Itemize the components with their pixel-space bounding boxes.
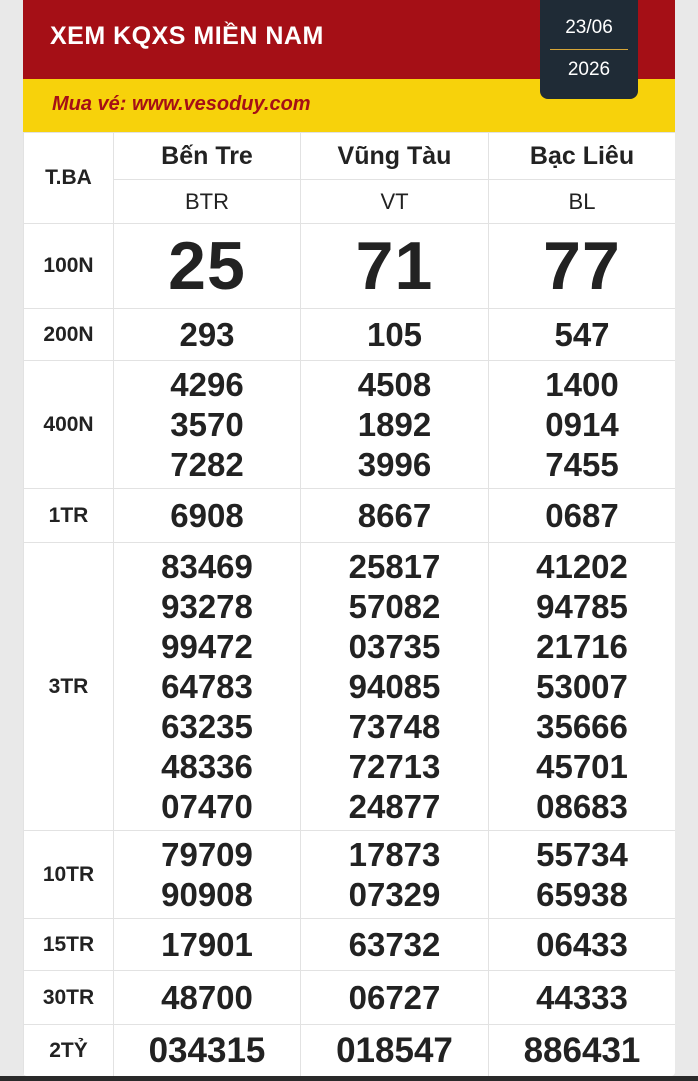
prize-number: 94785 [536, 587, 628, 625]
prize-number: 73748 [348, 707, 441, 745]
prize-number: 99472 [161, 627, 253, 665]
prize-number: 3996 [357, 445, 432, 483]
prize-label: 100N [24, 224, 114, 309]
prize-number: 8667 [301, 489, 489, 543]
prize-row-special [24, 1025, 676, 1077]
prize-number: 35666 [536, 707, 628, 745]
draw-date-day-month: 23/06 [565, 17, 613, 38]
prize-number: 77 [489, 224, 676, 309]
prize-number: 65938 [536, 875, 628, 913]
prize-number: 83469 [161, 547, 253, 585]
prize-number: 45701 [536, 747, 628, 785]
prize-number: 7455 [545, 445, 619, 483]
prize-number: 64783 [161, 667, 253, 705]
prize-number: 48336 [161, 747, 253, 785]
draw-date-badge [540, 0, 638, 99]
prize-number: 3570 [170, 405, 244, 443]
prize-row-400n [24, 361, 676, 489]
lottery-results-card [23, 0, 675, 1076]
date-divider [550, 49, 628, 50]
prize-label: 2TỶ [24, 1025, 114, 1077]
prize-number: 08683 [536, 787, 628, 825]
prize-row-100n [24, 224, 676, 309]
province-name: Bạc Liêu [489, 133, 676, 180]
prize-number: 21716 [536, 627, 628, 665]
prize-number: 547 [489, 309, 676, 361]
prize-number: 4296 [170, 365, 244, 403]
prize-number: 17901 [114, 919, 301, 971]
prize-row-200n [24, 309, 676, 361]
prize-number: 41202 [536, 547, 628, 585]
prize-number: 57082 [348, 587, 441, 625]
prize-number: 63732 [301, 919, 489, 971]
prize-number: 53007 [536, 667, 628, 705]
prize-number: 25817 [348, 547, 441, 585]
prize-number-group [489, 831, 676, 919]
prize-label: 15TR [24, 919, 114, 971]
page-title: XEM KQXS MIỀN NAM [50, 22, 324, 50]
prize-number: 55734 [536, 835, 628, 873]
prize-number-group [114, 831, 301, 919]
prize-number: 71 [301, 224, 489, 309]
prize-number: 48700 [114, 971, 301, 1025]
prize-number: 90908 [161, 875, 253, 913]
province-name-row [24, 133, 676, 180]
prize-number: 07329 [348, 875, 441, 913]
prize-number-group [489, 543, 676, 831]
prize-number: 03735 [348, 627, 441, 665]
prize-row-15tr [24, 919, 676, 971]
prize-row-30tr [24, 971, 676, 1025]
prize-number: 79709 [161, 835, 253, 873]
prize-number: 06433 [489, 919, 676, 971]
results-table [23, 132, 675, 1076]
prize-number-group [114, 543, 301, 831]
prize-number-group [114, 361, 301, 489]
prize-number: 0687 [489, 489, 676, 543]
prize-number: 7282 [170, 445, 244, 483]
prize-row-10tr [24, 831, 676, 919]
prize-number: 93278 [161, 587, 253, 625]
buy-ticket-link[interactable]: Mua vé: www.vesoduy.com [52, 93, 311, 115]
prize-number: 6908 [114, 489, 301, 543]
province-code: BTR [114, 180, 301, 224]
province-code: BL [489, 180, 676, 224]
prize-number: 94085 [348, 667, 441, 705]
prize-number: 25 [114, 224, 301, 309]
prize-number: 63235 [161, 707, 253, 745]
prize-number: 24877 [348, 787, 441, 825]
prize-number-group [301, 831, 489, 919]
draw-date-year: 2026 [567, 59, 611, 80]
prize-label: 200N [24, 309, 114, 361]
special-prize-number: 886431 [489, 1025, 676, 1077]
province-code-row [24, 180, 676, 224]
prize-row-3tr [24, 543, 676, 831]
prize-label: 30TR [24, 971, 114, 1025]
province-code: VT [301, 180, 489, 224]
prize-number: 07470 [161, 787, 253, 825]
prize-number-group [489, 361, 676, 489]
prize-number: 44333 [489, 971, 676, 1025]
special-prize-number: 034315 [114, 1025, 301, 1077]
province-name: Vũng Tàu [301, 133, 489, 180]
prize-number-group [301, 543, 489, 831]
province-name: Bến Tre [114, 133, 301, 180]
prize-row-1tr [24, 489, 676, 543]
prize-number: 72713 [348, 747, 441, 785]
prize-label: 400N [24, 361, 114, 489]
bottom-edge-bar [0, 1076, 698, 1081]
prize-number: 4508 [357, 365, 432, 403]
prize-number-group [301, 361, 489, 489]
prize-label: 10TR [24, 831, 114, 919]
special-prize-number: 018547 [301, 1025, 489, 1077]
prize-label: 3TR [24, 543, 114, 831]
prize-label: 1TR [24, 489, 114, 543]
prize-number: 1400 [545, 365, 619, 403]
prize-number: 105 [301, 309, 489, 361]
prize-number: 0914 [545, 405, 619, 443]
day-label: T.BA [24, 133, 114, 224]
prize-number: 1892 [357, 405, 432, 443]
prize-number: 293 [114, 309, 301, 361]
prize-number: 06727 [301, 971, 489, 1025]
prize-number: 17873 [348, 835, 441, 873]
